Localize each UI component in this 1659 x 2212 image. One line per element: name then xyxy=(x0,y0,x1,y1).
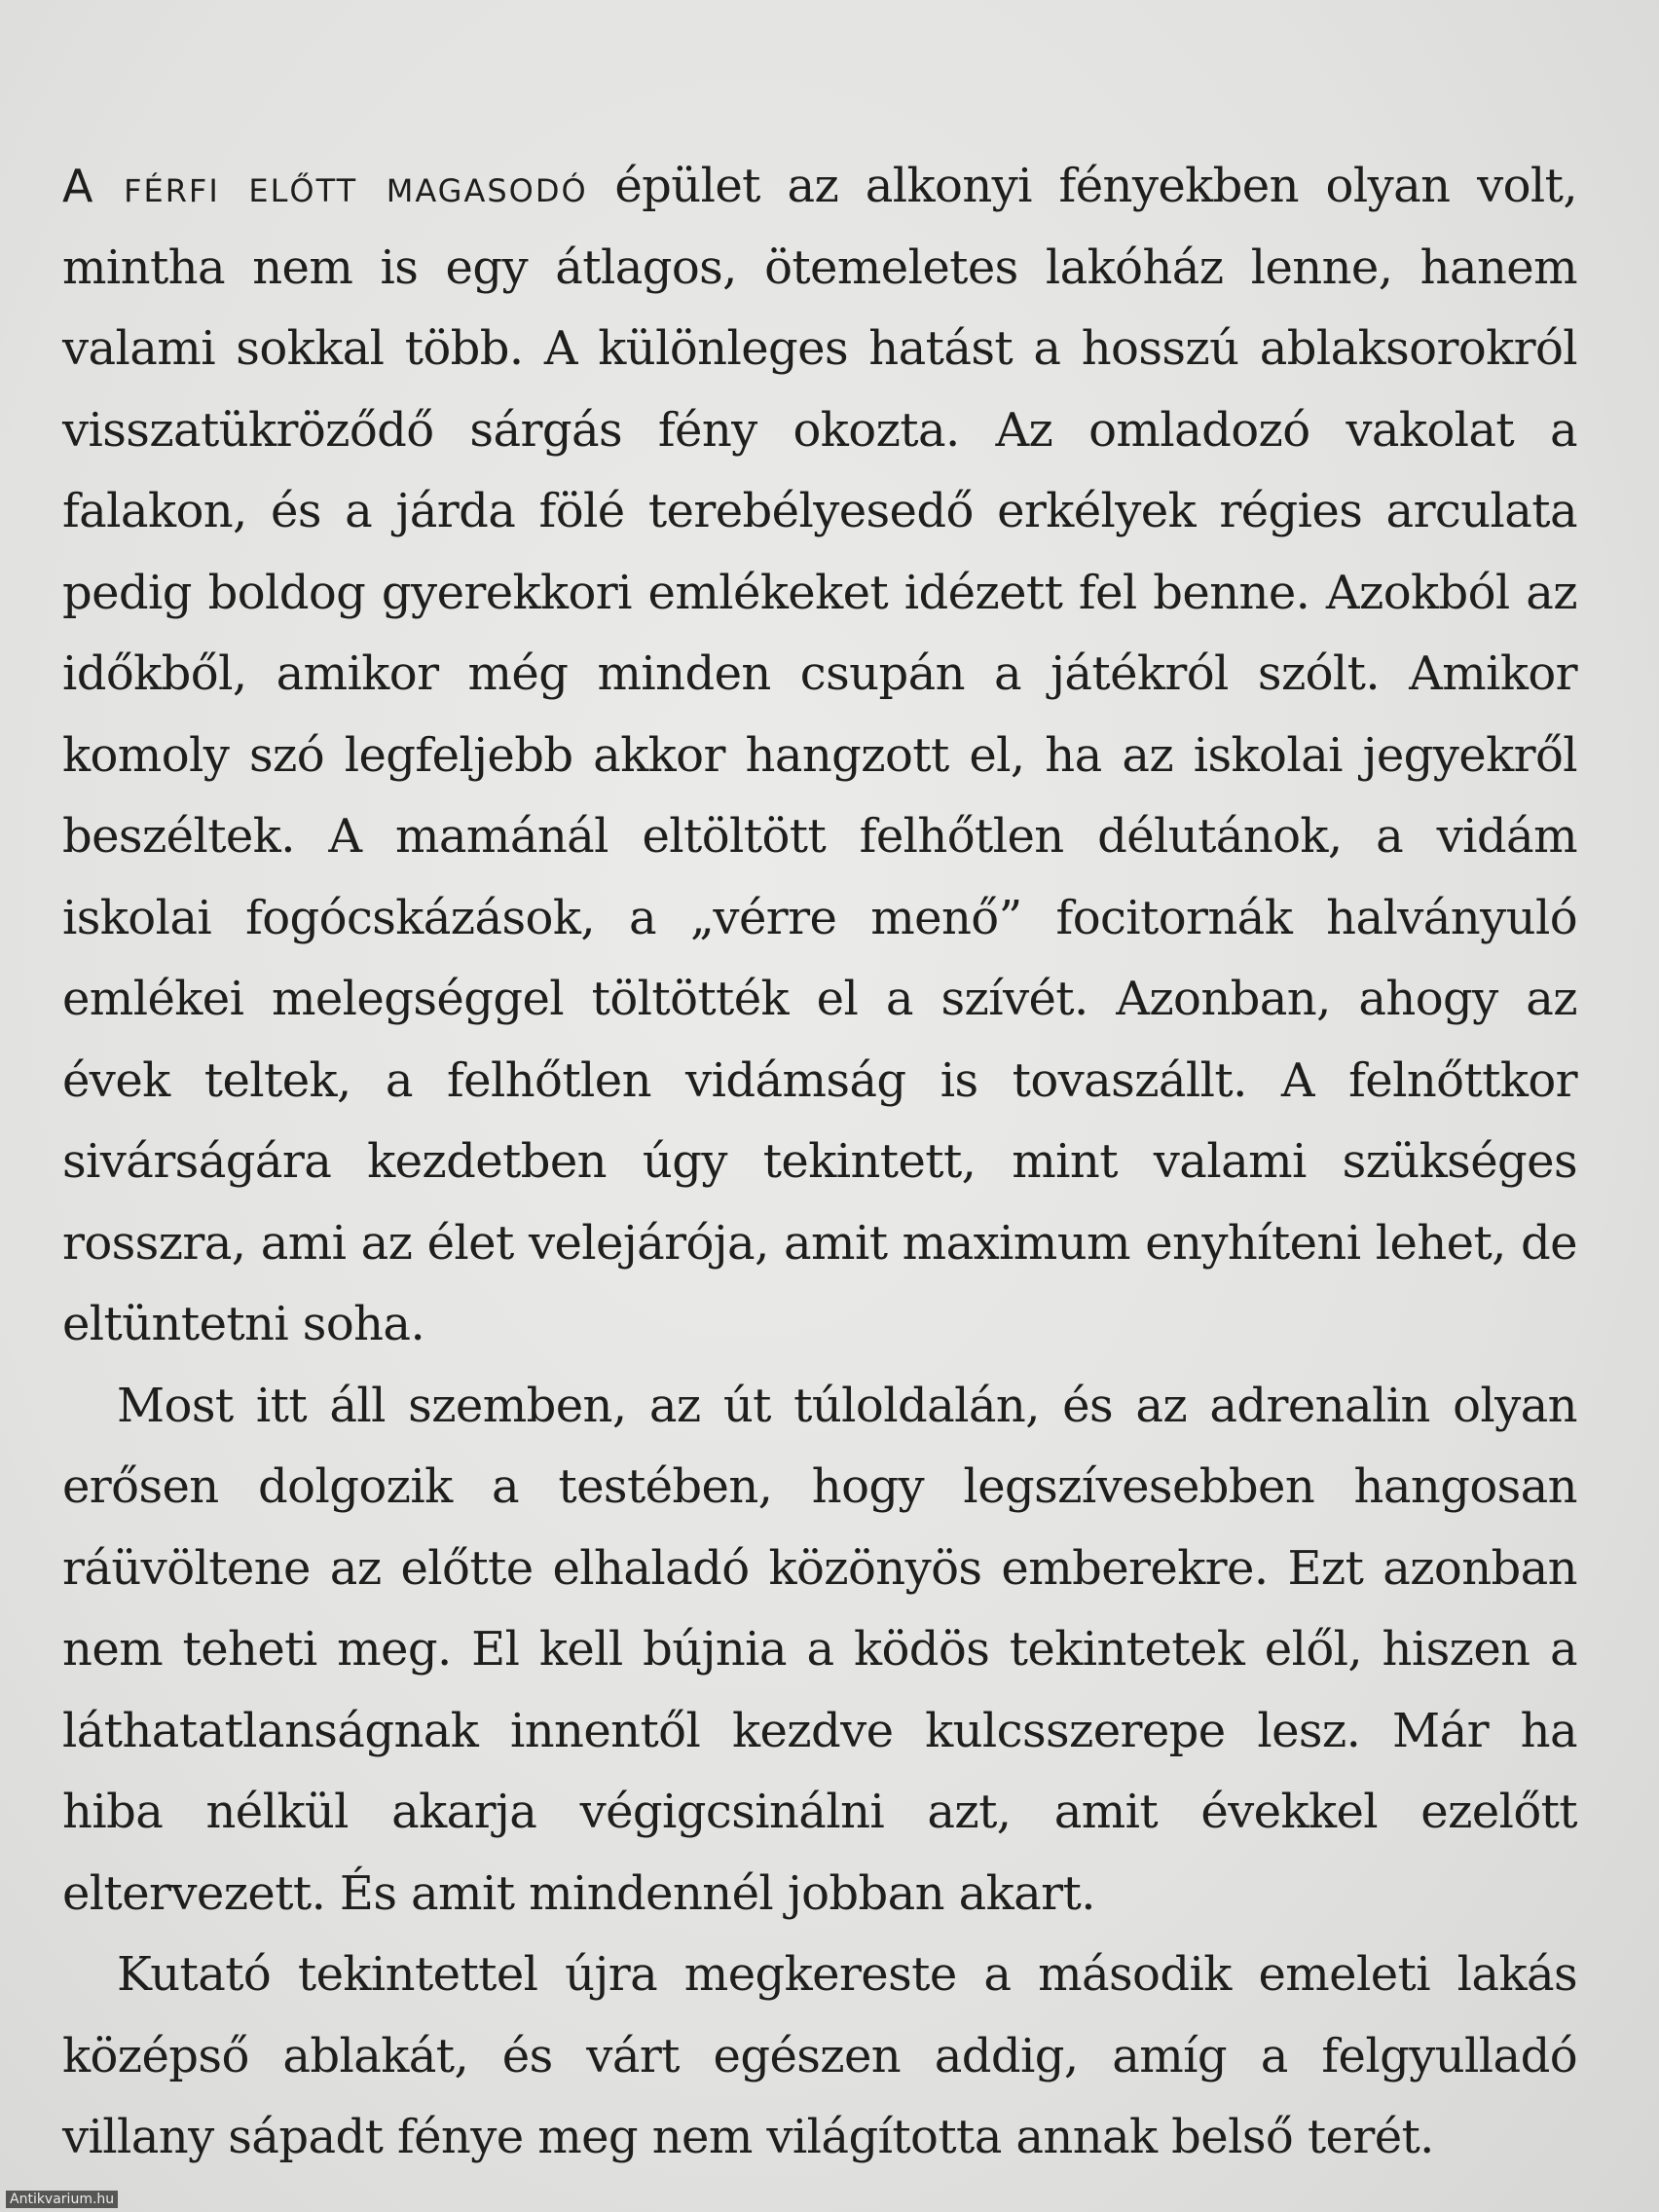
opening-small-caps: A férfi előtt magasodó xyxy=(62,160,588,212)
source-watermark: Antikvarium.hu xyxy=(6,2191,118,2208)
paragraph-3: Kutató tekintettel újra megkereste a második emeleti lakás középső ablakát, és várt egészen addig, amíg a felgyulladó villany sápadt fénye meg nem világította annak belső terét. xyxy=(62,1947,1577,2164)
paragraph-1-text: épület az alkonyi fényekben olyan volt, mintha nem is egy átlagos, ötemeletes lakóház lenne, hanem valami sokkal több. A különleges hatást a hosszú ablaksorokról visszatükröződő sárgás fény okozta. Az omladozó vakolat a falakon, és a járda fölé terebélyesedő erkélyek régies arculata pedig boldog gyerekkori emlékeket idézett fel benne. Azokból az időkből, amikor még minden csupán a játékról szólt. Amikor komoly szó legfeljebb akkor hangzott el, ha az iskolai jegyekről beszéltek. A mamánál eltöltött felhőtlen délutánok, a vidám iskolai fogócskázások, a „vérre menő” focitornák halványuló emlékei melegséggel töltötték el a szívét. Azonban, ahogy az évek teltek, a felhőtlen vidámság is tovaszállt. A felnőttkor sivárságára kezdetben úgy tekintett, mint valami szükséges rosszra, ami az élet velejárója, amit maximum enyhíteni lehet, de eltüntetni soha. xyxy=(62,159,1577,1351)
body-text xyxy=(62,146,1577,2179)
paragraph-2: Most itt áll szemben, az út túloldalán, és az adrenalin olyan erősen dolgozik a testében, hogy legszívesebben hangosan ráüvöltene az előtte elhaladó közönyös emberekre. Ezt azonban nem teheti meg. El kell bújnia a ködös tekintetek elől, hiszen a láthatatlanságnak innentől kezdve kulcsszerepe lesz. Már ha hiba nélkül akarja végigcsinálni azt, amit évekkel ezelőtt eltervezett. És amit mindennél jobban akart. xyxy=(62,1378,1577,1921)
paragraph-1 xyxy=(62,146,1577,1366)
